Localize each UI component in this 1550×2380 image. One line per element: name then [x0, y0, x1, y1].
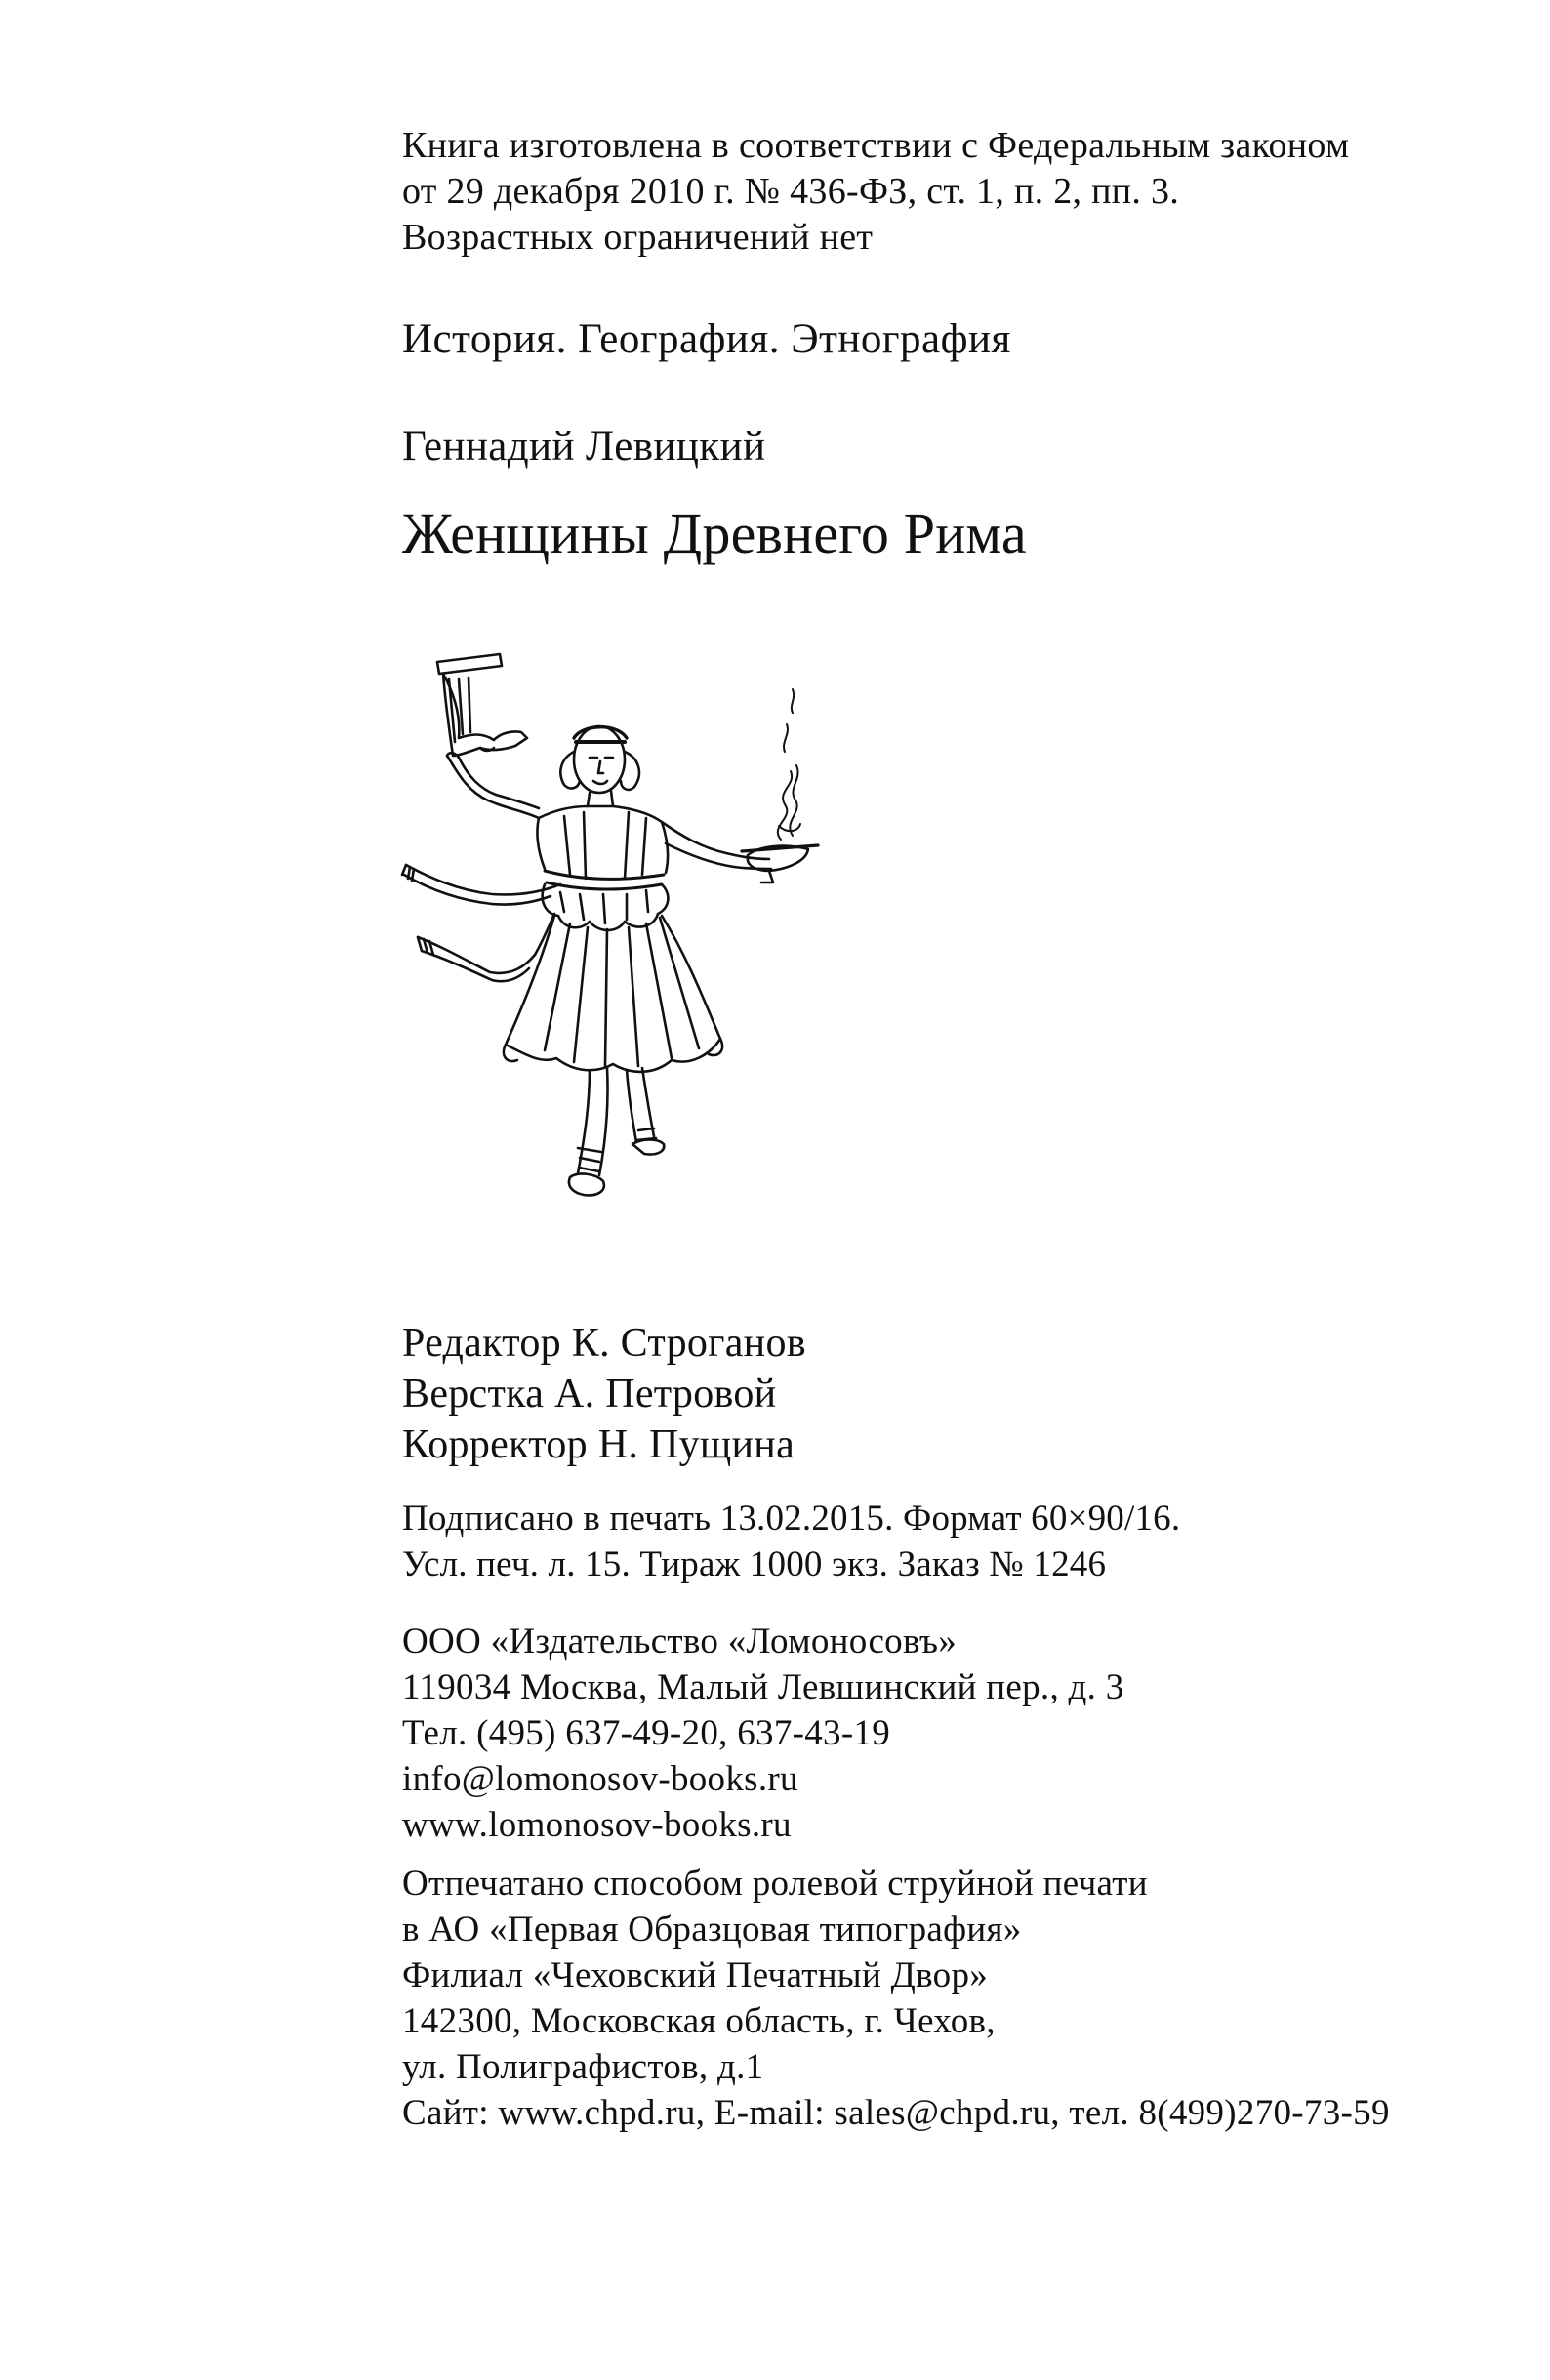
- age-restriction-line: Возрастных ограничений нет: [402, 217, 874, 258]
- ribbon: [402, 865, 560, 981]
- printer-line: Отпечатано способом ролевой струйной печати: [402, 1864, 1148, 1904]
- legal-notice-line: от 29 декабря 2010 г. № 436-ФЗ, ст. 1, п. 2, пп. 3.: [402, 171, 1180, 212]
- printer-line: Филиал «Чеховский Печатный Двор»: [402, 1955, 989, 1995]
- author-block: [402, 422, 1495, 472]
- skirt: [504, 916, 722, 1072]
- publisher-name: ООО «Издательство «Ломоносовъ»: [402, 1621, 958, 1662]
- series-name: История. География. Этнография: [402, 316, 1011, 362]
- publisher-address: 119034 Москва, Малый Левшинский пер., д. 3: [402, 1667, 1124, 1707]
- printer-line: ул. Полиграфистов, д.1: [402, 2047, 764, 2087]
- publisher-info: [402, 1619, 1495, 1848]
- printer-line: в АО «Первая Образцовая типография»: [402, 1909, 1022, 1949]
- book-title-block: [402, 500, 1495, 568]
- print-info: [402, 1496, 1495, 1587]
- print-info-line: Усл. печ. л. 15. Тираж 1000 экз. Заказ № 1246: [402, 1544, 1107, 1584]
- printer-info: [402, 1861, 1495, 2136]
- layout-credit: Верстка А. Петровой: [402, 1372, 777, 1416]
- proofreader-credit: Корректор Н. Пущина: [402, 1422, 795, 1467]
- legal-notice: [402, 123, 1495, 261]
- printer-line: 142300, Московская область, г. Чехов,: [402, 2001, 996, 2041]
- raised-arm: [447, 756, 539, 818]
- incense-bowl: [662, 689, 818, 882]
- author-name: Геннадий Левицкий: [402, 424, 766, 470]
- credits: [402, 1318, 1495, 1470]
- printer-contacts: Сайт: www.chpd.ru, E-mail: sales@chpd.ru, тел. 8(499)270-73-59: [402, 2093, 1390, 2133]
- legal-notice-line: Книга изготовлена в соответствии с Федеральным законом: [402, 125, 1350, 166]
- publisher-email: info@lomonosov-books.ru: [402, 1759, 798, 1799]
- publisher-phone: Тел. (495) 637-49-20, 637-43-19: [402, 1713, 891, 1753]
- print-info-line: Подписано в печать 13.02.2015. Формат 60×90/16.: [402, 1498, 1181, 1539]
- legs: [569, 1068, 664, 1195]
- roman-woman-drawing-icon: [398, 644, 847, 1230]
- publisher-website: www.lomonosov-books.ru: [402, 1805, 792, 1845]
- horn-icon: [437, 654, 527, 756]
- book-title: Женщины Древнего Рима: [402, 502, 1027, 565]
- editor-credit: Редактор К. Строганов: [402, 1321, 806, 1366]
- tunic: [537, 806, 668, 930]
- head: [560, 726, 639, 806]
- series-heading: [402, 314, 1495, 365]
